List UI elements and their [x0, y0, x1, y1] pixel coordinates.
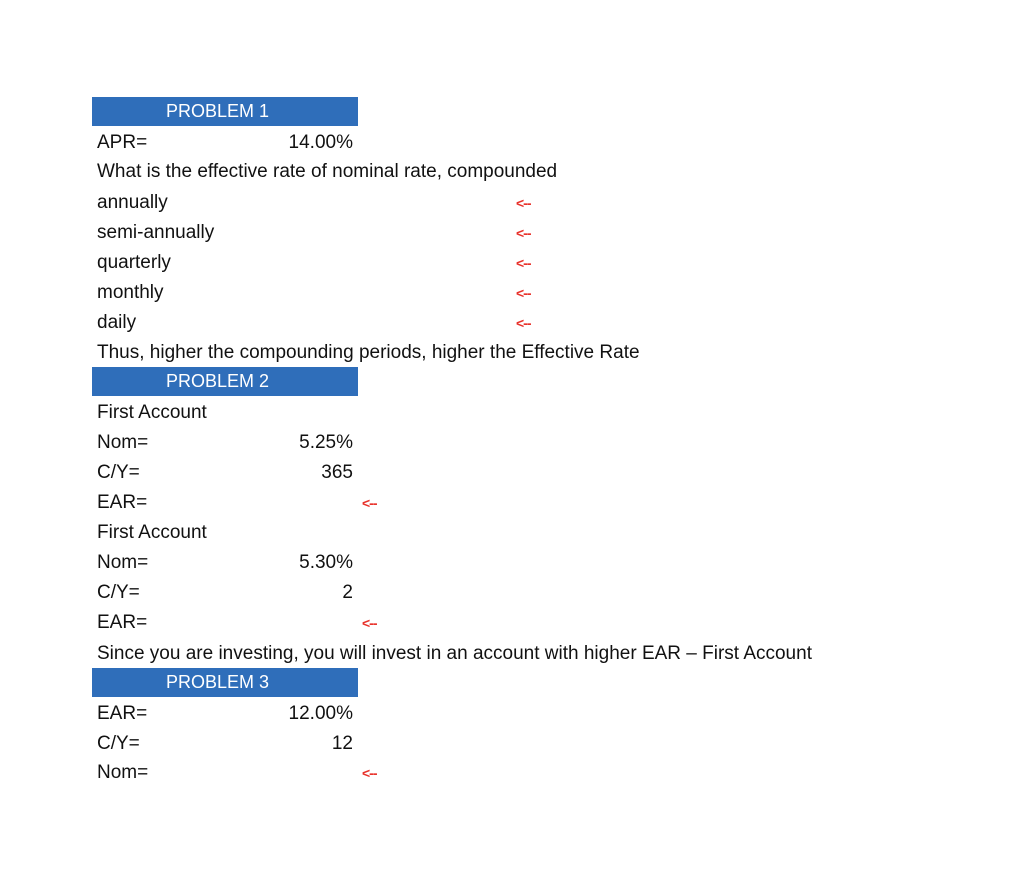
answer-arrow-marker: <--: [516, 315, 531, 331]
problem-2-header: [0, 367, 1024, 397]
section-header-label: PROBLEM 1: [166, 101, 270, 121]
account-2-cy-row: [0, 578, 1024, 608]
problem-1-header: [0, 97, 1024, 127]
answer-arrow-marker: <--: [362, 495, 377, 511]
period-row-quarterly: [0, 248, 1024, 278]
problem-3-nom-row: [0, 758, 1024, 788]
problem-3-ear-row: [0, 699, 1024, 729]
section-header-label: PROBLEM 2: [166, 371, 270, 391]
answer-arrow-marker: <--: [362, 615, 377, 631]
row-label: APR=: [97, 132, 148, 153]
account-2-ear-row: [0, 608, 1024, 638]
account-1-nom-row: [0, 428, 1024, 458]
row-label: Nom=: [97, 762, 149, 783]
answer-arrow-marker: <--: [516, 255, 531, 271]
answer-arrow-marker: <--: [516, 195, 531, 211]
row-label: daily: [97, 312, 137, 333]
row-value: 5.30%: [299, 552, 353, 573]
row-value: 5.25%: [299, 432, 353, 453]
row-label: First Account: [97, 402, 207, 423]
row-label: What is the effective rate of nominal rate, compounded: [97, 161, 558, 182]
problem-2-conclusion: [0, 639, 1024, 669]
row-label: EAR=: [97, 612, 148, 633]
answer-arrow-marker: <--: [516, 285, 531, 301]
row-label: C/Y=: [97, 733, 140, 754]
row-label: Nom=: [97, 432, 149, 453]
account-2-title: [0, 518, 1024, 548]
period-row-annually: [0, 188, 1024, 218]
period-row-monthly: [0, 278, 1024, 308]
row-value: 12.00%: [288, 703, 353, 724]
row-label: Thus, higher the compounding periods, higher the Effective Rate: [97, 342, 640, 363]
row-label: annually: [97, 192, 168, 213]
row-label: quarterly: [97, 252, 171, 273]
section-header-bar: [92, 367, 358, 396]
section-header-bar: [92, 97, 358, 126]
period-row-semi-annually: [0, 218, 1024, 248]
row-label: C/Y=: [97, 582, 140, 603]
apr-row: [0, 128, 1024, 158]
problem-3-header: [0, 668, 1024, 698]
problem-1-conclusion: [0, 338, 1024, 368]
account-1-ear-row: [0, 488, 1024, 518]
row-label: First Account: [97, 522, 207, 543]
question-row: [0, 157, 1024, 187]
row-value: 12: [331, 733, 353, 754]
row-label: monthly: [97, 282, 164, 303]
row-label: C/Y=: [97, 462, 140, 483]
account-1-title: [0, 398, 1024, 428]
row-label: semi-annually: [97, 222, 215, 243]
problem-3-cy-row: [0, 729, 1024, 759]
row-label: EAR=: [97, 492, 148, 513]
account-1-cy-row: [0, 458, 1024, 488]
answer-arrow-marker: <--: [516, 225, 531, 241]
answer-arrow-marker: <--: [362, 765, 377, 781]
section-header-label: PROBLEM 3: [166, 672, 270, 692]
row-label: Nom=: [97, 552, 149, 573]
row-value: 365: [321, 462, 353, 483]
row-label: EAR=: [97, 703, 148, 724]
period-row-daily: [0, 308, 1024, 338]
row-value: 2: [342, 582, 353, 603]
row-value: 14.00%: [288, 132, 353, 153]
section-header-bar: [92, 668, 358, 697]
account-2-nom-row: [0, 548, 1024, 578]
row-label: Since you are investing, you will invest in an account with higher EAR – First Account: [97, 643, 812, 664]
